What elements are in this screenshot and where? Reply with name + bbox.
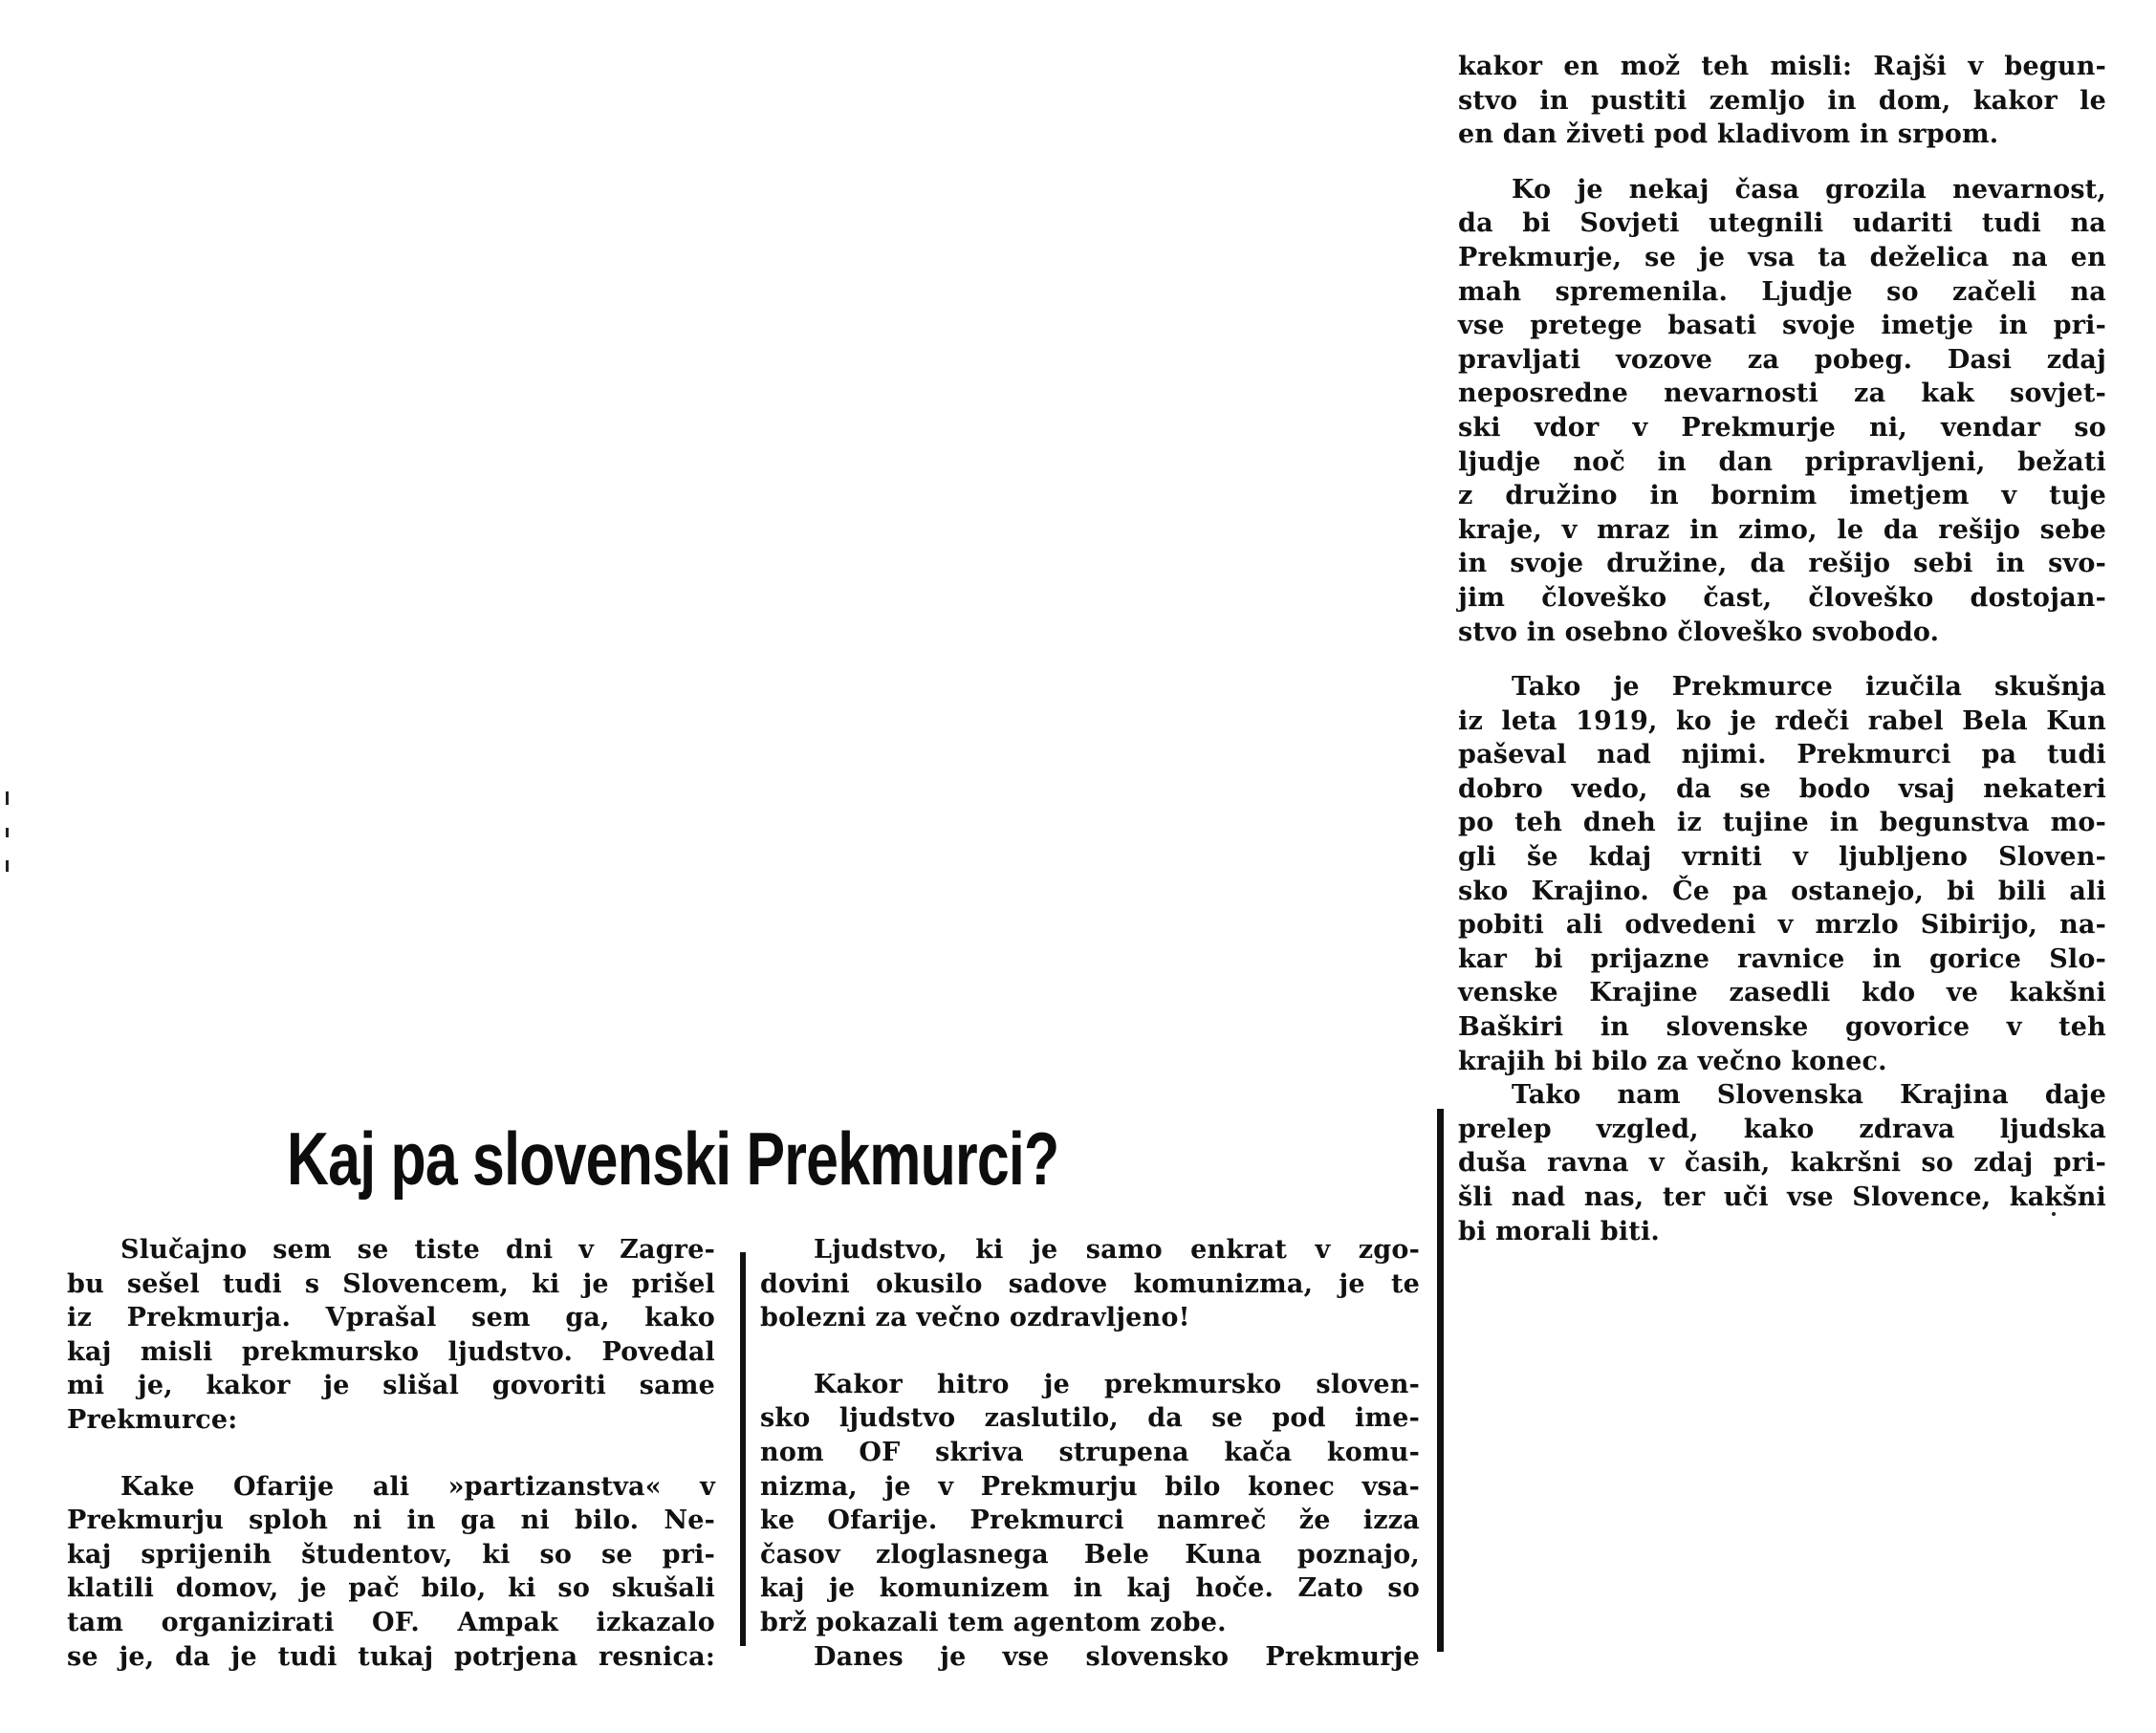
text-line: kakor en mož teh misli: Rajši v begun- bbox=[1458, 52, 2106, 81]
text-line: da bi Sovjeti utegnili udariti tudi na bbox=[1458, 208, 2106, 239]
text-line: Tako nam Slovenska Krajina daje bbox=[1512, 1080, 2106, 1111]
text-line: kar bi prijazne ravnice in gorice Slo- bbox=[1458, 943, 2106, 974]
text-line: krajih bi bilo za večno konec. bbox=[1458, 1046, 1887, 1076]
text-line: časov zloglasnega Bele Kuna poznajo, bbox=[760, 1539, 1420, 1570]
text-line: Ko je nekaj časa grozila nevarnost, bbox=[1512, 174, 2106, 205]
text-line: ljudje noč in dan pripravljeni, bežati bbox=[1458, 446, 2106, 477]
text-line: sko Krajino. Če pa ostanejo, bi bili ali bbox=[1458, 876, 2106, 906]
text-line: po teh dneh iz tujine in begunstva mo- bbox=[1458, 808, 2106, 838]
scan-speck bbox=[6, 860, 9, 872]
text-line: dobro vedo, da se bodo vsaj nekateri bbox=[1458, 773, 2106, 804]
scan-speck bbox=[6, 791, 9, 805]
text-line: kaj sprijenih študentov, ki so se pri- bbox=[67, 1539, 715, 1570]
column-rule bbox=[1437, 1109, 1444, 1652]
text-line: Baškiri in slovenske govorice v teh bbox=[1458, 1012, 2106, 1043]
text-line: en dan živeti pod kladivom in srpom. bbox=[1458, 119, 1999, 150]
text-line: bu sešel tudi s Slovencem, ki je prišel bbox=[67, 1268, 715, 1299]
text-line: z družino in bornim imetjem v tuje bbox=[1458, 481, 2106, 511]
text-line: in svoje družine, da rešijo sebi in svo- bbox=[1458, 549, 2106, 579]
text-line: Kakor hitro je prekmursko sloven- bbox=[814, 1369, 1420, 1399]
text-line: kraje, v mraz in zimo, le da rešijo sebe bbox=[1458, 514, 2106, 545]
text-line: bi morali biti. bbox=[1458, 1216, 1661, 1246]
text-line: pravljati vozove za pobeg. Dasi zdaj bbox=[1458, 344, 2106, 375]
text-line: Prekmurju sploh ni in ga ni bilo. Ne- bbox=[67, 1506, 715, 1536]
text-line: bolezni za večno ozdravljeno! bbox=[760, 1303, 1190, 1333]
text-line: mah spremenila. Ljudje so začeli na bbox=[1458, 276, 2106, 307]
text-line: brž pokazali tem agentom zobe. bbox=[760, 1607, 1227, 1637]
text-line: duša ravna v časih, kakršni so zdaj pri- bbox=[1458, 1148, 2106, 1179]
scan-speck bbox=[2052, 1212, 2056, 1216]
text-line: iz Prekmurja. Vprašal sem ga, kako bbox=[67, 1303, 715, 1333]
text-line: nizma, je v Prekmurju bilo konec vsa- bbox=[760, 1471, 1420, 1502]
text-line: tam organizirati OF. Ampak izkazalo bbox=[67, 1607, 715, 1637]
text-line: Ljudstvo, ki je samo enkrat v zgo- bbox=[814, 1235, 1420, 1265]
right-column bbox=[1458, 50, 2106, 1248]
text-line: Prekmurce: bbox=[67, 1404, 238, 1435]
text-line: pobiti ali odvedeni v mrzlo Sibirijo, na- bbox=[1458, 910, 2106, 941]
text-line: mi je, kakor je slišal govoriti same bbox=[67, 1371, 715, 1401]
text-line: venske Krajine zasedli kdo ve kakšni bbox=[1458, 978, 2106, 1008]
text-line: Prekmurje, se je vsa ta deželica na en bbox=[1458, 242, 2106, 272]
text-line: Danes je vse slovensko Prekmurje bbox=[814, 1641, 1420, 1672]
text-line: se je, da je tudi tukaj potrjena resnica: bbox=[67, 1641, 715, 1672]
text-line: kaj misli prekmursko ljudstvo. Povedal bbox=[67, 1336, 715, 1367]
text-line: neposredne nevarnosti za kak sovjet- bbox=[1458, 379, 2106, 409]
text-line: Tako je Prekmurce izučila skušnja bbox=[1512, 672, 2106, 703]
text-line: kaj je komunizem in kaj hoče. Zato so bbox=[760, 1573, 1420, 1604]
text-line: Kake Ofarije ali »partizanstva« v bbox=[120, 1471, 715, 1502]
text-line: ke Ofarije. Prekmurci namreč že izza bbox=[760, 1506, 1420, 1536]
scan-speck bbox=[6, 828, 9, 837]
text-line: nom OF skriva strupena kača komu- bbox=[760, 1437, 1420, 1467]
text-line: šli nad nas, ter uči vse Slovence, kakšni bbox=[1458, 1182, 2106, 1212]
text-line: Slučajno sem se tiste dni v Zagre- bbox=[120, 1235, 715, 1265]
text-line: gli še kdaj vrniti v ljubljeno Sloven- bbox=[1458, 842, 2106, 873]
column-rule bbox=[740, 1252, 746, 1646]
text-line: klatili domov, je pač bilo, ki so skušali bbox=[67, 1573, 715, 1604]
text-line: dovini okusilo sadove komunizma, je te bbox=[760, 1268, 1420, 1299]
text-line: stvo in osebno človeško svobodo. bbox=[1458, 617, 1940, 647]
text-line: iz leta 1919, ko je rdeči rabel Bela Kun bbox=[1458, 705, 2106, 736]
text-line: stvo in pustiti zemljo in dom, kakor le bbox=[1458, 85, 2106, 116]
text-line: ski vdor v Prekmurje ni, vendar so bbox=[1458, 412, 2106, 443]
middle-column bbox=[760, 1233, 1420, 1674]
text-line: paševal nad njimi. Prekmurci pa tudi bbox=[1458, 740, 2106, 770]
text-line: vse pretege basati svoje imetje in pri- bbox=[1458, 311, 2106, 341]
text-line: sko ljudstvo zaslutilo, da se pod ime- bbox=[760, 1403, 1420, 1434]
left-column bbox=[67, 1233, 715, 1674]
headline: Kaj pa slovenski Prekmurci? bbox=[287, 1116, 1059, 1201]
text-line: prelep vzgled, kako zdrava ljudska bbox=[1458, 1114, 2106, 1144]
text-line: jim človeško čast, človeško dostojan- bbox=[1458, 582, 2106, 613]
